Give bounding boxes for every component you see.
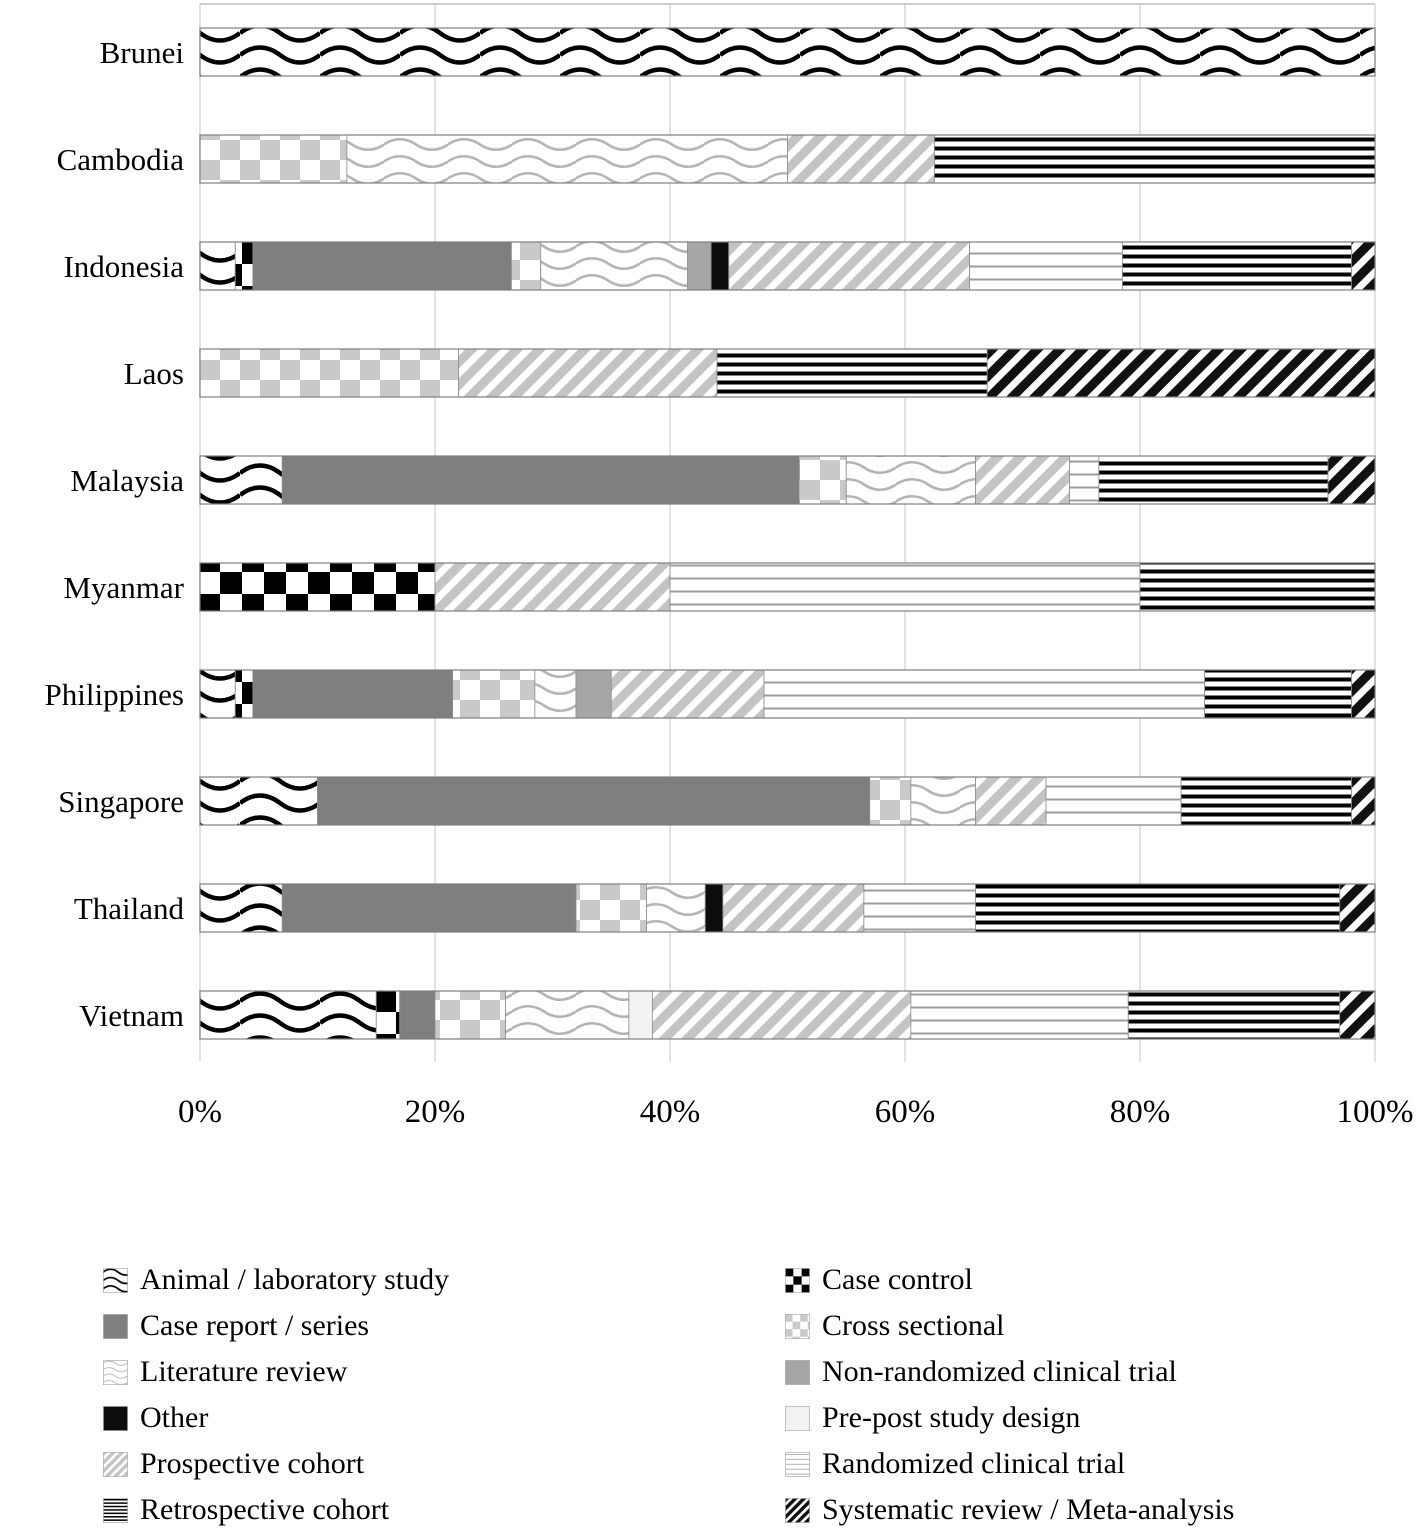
bar-segment bbox=[200, 670, 235, 718]
bar-segment bbox=[1046, 777, 1181, 825]
legend-item bbox=[785, 1308, 1234, 1344]
bar-segment bbox=[253, 670, 453, 718]
bar-segment bbox=[976, 456, 1070, 504]
x-axis-label: 0% bbox=[178, 1094, 222, 1130]
bar-segment bbox=[453, 670, 535, 718]
bar-segment bbox=[282, 884, 576, 932]
legend-label: Cross sectional bbox=[822, 1309, 1005, 1342]
bar-segment bbox=[200, 884, 282, 932]
bar-segment bbox=[1340, 884, 1375, 932]
legend-item bbox=[785, 1354, 1234, 1390]
legend-swatch-icon bbox=[103, 1452, 128, 1477]
chart-legend bbox=[103, 1262, 1418, 1538]
bar-segment bbox=[647, 884, 706, 932]
legend-column bbox=[103, 1262, 785, 1538]
x-axis-label: 80% bbox=[1109, 1094, 1171, 1130]
legend-item bbox=[785, 1262, 1234, 1298]
y-axis-label: Cambodia bbox=[56, 142, 184, 177]
bar-segment bbox=[611, 670, 764, 718]
legend-swatch-icon bbox=[785, 1360, 810, 1385]
bar-segment bbox=[729, 242, 970, 290]
legend-swatch-fill bbox=[785, 1314, 809, 1338]
x-axis-label: 100% bbox=[1336, 1094, 1414, 1130]
legend-label: Literature review bbox=[140, 1355, 348, 1388]
bars bbox=[44, 28, 1375, 1039]
bar-segment bbox=[376, 991, 400, 1039]
bar-segment bbox=[459, 349, 718, 397]
legend-swatch-fill bbox=[103, 1406, 127, 1430]
legend-swatch-icon bbox=[785, 1452, 810, 1477]
legend-label: Case control bbox=[822, 1263, 973, 1296]
legend-label: Case report / series bbox=[140, 1309, 370, 1342]
bar-segment bbox=[911, 991, 1128, 1039]
x-axis-label: 20% bbox=[404, 1094, 466, 1130]
bar-segment bbox=[911, 777, 976, 825]
legend-column bbox=[785, 1262, 1234, 1538]
bar-segment bbox=[1122, 242, 1351, 290]
bar-segment bbox=[235, 670, 253, 718]
legend-label: Non-randomized clinical trial bbox=[822, 1355, 1177, 1388]
legend-swatch-fill bbox=[785, 1498, 809, 1522]
bar-segment bbox=[318, 777, 870, 825]
legend-item bbox=[785, 1400, 1234, 1436]
bar-segment bbox=[200, 456, 282, 504]
y-axis-label: Indonesia bbox=[63, 249, 184, 284]
legend-label: Systematic review / Meta-analysis bbox=[822, 1493, 1235, 1526]
bar-segment bbox=[200, 991, 376, 1039]
y-axis-label: Malaysia bbox=[70, 463, 184, 498]
bar-segment bbox=[200, 563, 435, 611]
bar-segment bbox=[200, 349, 459, 397]
y-axis-label: Singapore bbox=[58, 784, 184, 819]
bar-segment bbox=[788, 135, 935, 183]
legend-item bbox=[785, 1446, 1234, 1482]
bar-segment bbox=[629, 991, 653, 1039]
legend-swatch-icon bbox=[785, 1406, 810, 1431]
bar-segment bbox=[235, 242, 253, 290]
legend-item bbox=[103, 1446, 785, 1482]
bar-segment bbox=[541, 242, 688, 290]
legend-swatch-fill bbox=[103, 1268, 127, 1292]
bar-segment bbox=[976, 884, 1340, 932]
legend-item bbox=[103, 1400, 785, 1436]
x-axis-label: 40% bbox=[639, 1094, 701, 1130]
bar-segment bbox=[282, 456, 799, 504]
legend-label: Animal / laboratory study bbox=[140, 1263, 450, 1296]
bar-segment bbox=[764, 670, 1205, 718]
bar-segment bbox=[200, 135, 347, 183]
bar-segment bbox=[846, 456, 975, 504]
bar-segment bbox=[864, 884, 976, 932]
legend-swatch-fill bbox=[103, 1314, 127, 1338]
bar-segment bbox=[506, 991, 629, 1039]
legend-swatch-fill bbox=[103, 1452, 127, 1476]
bar-segment bbox=[435, 991, 506, 1039]
legend-item bbox=[103, 1354, 785, 1390]
bar-segment bbox=[723, 884, 864, 932]
bar-segment bbox=[1181, 777, 1351, 825]
bar-segment bbox=[347, 135, 788, 183]
bar-segment bbox=[976, 777, 1047, 825]
legend-swatch-fill bbox=[785, 1452, 809, 1476]
legend-swatch-icon bbox=[103, 1314, 128, 1339]
bar-segment bbox=[717, 349, 987, 397]
legend-swatch-icon bbox=[785, 1314, 810, 1339]
legend-swatch-icon bbox=[785, 1498, 810, 1523]
legend-swatch-fill bbox=[785, 1406, 809, 1430]
y-axis-label: Philippines bbox=[44, 677, 184, 712]
legend-swatch-fill bbox=[103, 1360, 127, 1384]
bar-segment bbox=[688, 242, 712, 290]
bar-segment bbox=[1099, 456, 1328, 504]
bar-segment bbox=[576, 670, 611, 718]
bar-segment bbox=[1070, 456, 1099, 504]
bar-segment bbox=[535, 670, 576, 718]
bar-segment bbox=[1328, 456, 1375, 504]
bar-segment bbox=[670, 563, 1140, 611]
y-axis-label: Vietnam bbox=[79, 998, 184, 1033]
legend-item bbox=[103, 1308, 785, 1344]
bar-segment bbox=[1352, 670, 1376, 718]
bar-segment bbox=[705, 884, 723, 932]
legend-label: Other bbox=[140, 1401, 209, 1434]
bar-segment bbox=[1205, 670, 1352, 718]
legend-label: Prospective cohort bbox=[140, 1447, 365, 1480]
bar-segment bbox=[576, 884, 647, 932]
bar-segment bbox=[435, 563, 670, 611]
legend-swatch-icon bbox=[103, 1406, 128, 1431]
bar-segment bbox=[400, 991, 435, 1039]
bar-segment bbox=[1352, 777, 1376, 825]
bar-segment bbox=[934, 135, 1375, 183]
legend-item bbox=[103, 1492, 785, 1528]
bar-segment bbox=[511, 242, 540, 290]
y-axis-label: Laos bbox=[123, 356, 184, 391]
axis-labels bbox=[178, 1094, 1414, 1130]
y-axis-label: Thailand bbox=[73, 891, 184, 926]
bar-segment bbox=[1128, 991, 1340, 1039]
y-axis-label: Myanmar bbox=[63, 570, 184, 605]
bar-segment bbox=[711, 242, 729, 290]
bar-segment bbox=[987, 349, 1375, 397]
legend-swatch-icon bbox=[103, 1268, 128, 1293]
bar-segment bbox=[970, 242, 1123, 290]
legend-label: Randomized clinical trial bbox=[822, 1447, 1126, 1480]
y-axis-label: Brunei bbox=[99, 35, 184, 70]
bar-segment bbox=[253, 242, 512, 290]
bar-segment bbox=[200, 242, 235, 290]
bar-segment bbox=[1352, 242, 1376, 290]
bar-segment bbox=[200, 777, 318, 825]
bar-segment bbox=[652, 991, 911, 1039]
legend-item bbox=[103, 1262, 785, 1298]
bar-segment bbox=[1140, 563, 1375, 611]
legend-swatch-icon bbox=[785, 1268, 810, 1293]
bar-segment bbox=[870, 777, 911, 825]
legend-swatch-fill bbox=[785, 1268, 809, 1292]
legend-swatch-fill bbox=[103, 1498, 127, 1522]
x-axis-label: 60% bbox=[874, 1094, 936, 1130]
legend-item bbox=[785, 1492, 1234, 1528]
bar-segment bbox=[1340, 991, 1375, 1039]
legend-label: Retrospective cohort bbox=[140, 1493, 390, 1526]
legend-swatch-icon bbox=[103, 1360, 128, 1385]
legend-swatch-icon bbox=[103, 1498, 128, 1523]
bar-segment bbox=[799, 456, 846, 504]
legend-swatch-fill bbox=[785, 1360, 809, 1384]
bar-segment bbox=[200, 28, 1375, 76]
legend-label: Pre-post study design bbox=[822, 1401, 1081, 1434]
